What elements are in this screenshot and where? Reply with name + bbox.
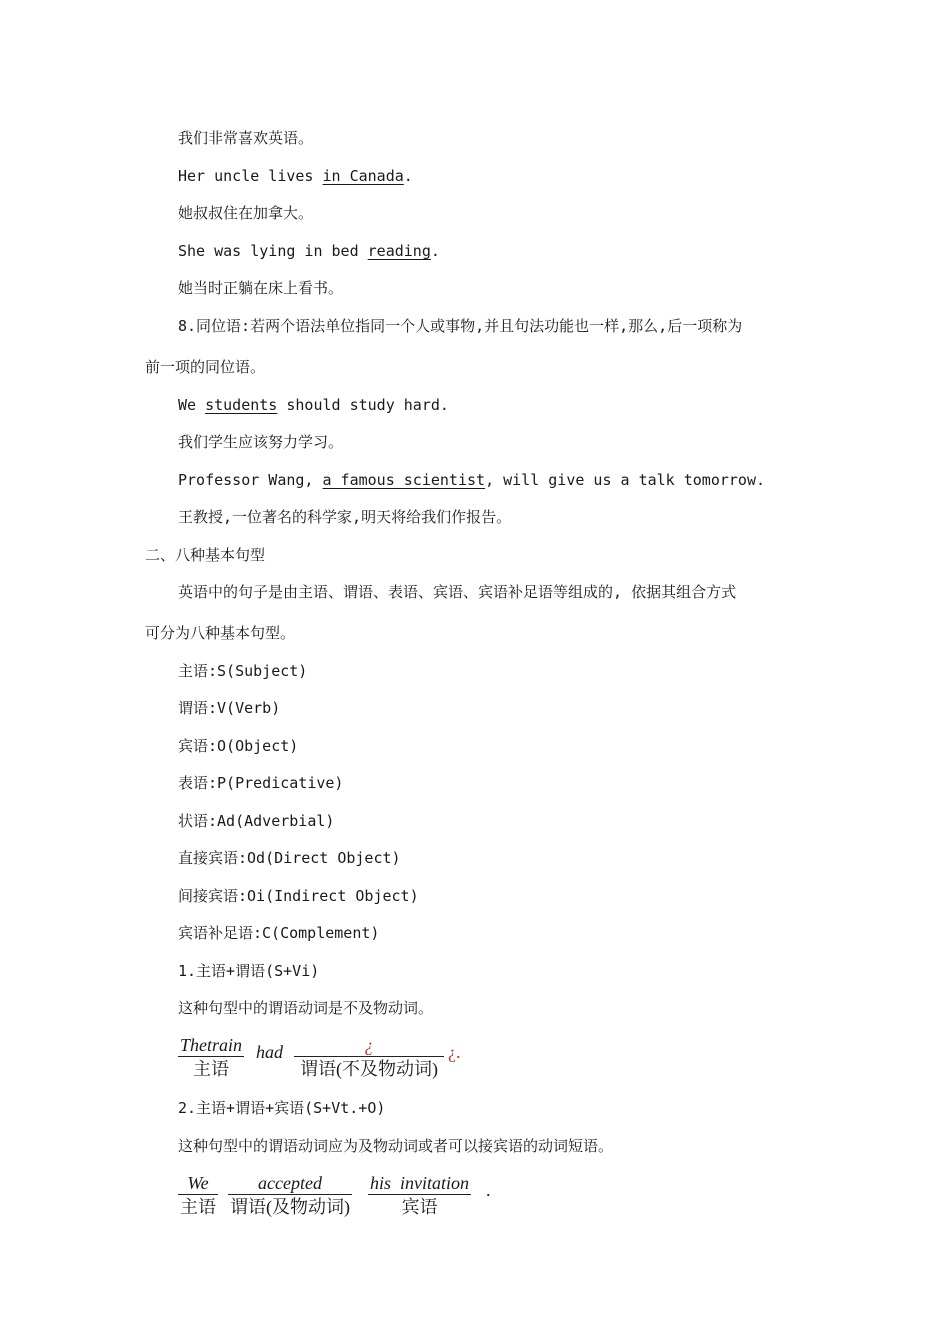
- ex1-tail: ¿.: [448, 1042, 461, 1062]
- pattern-2-desc: 这种句型中的谓语动词应为及物动词或者可以接宾语的动词短语。: [178, 1137, 614, 1155]
- ex1-verb-label: 谓语(不及物动词): [300, 1059, 438, 1079]
- term-direct-object: 直接宾语:Od(Direct Object): [178, 849, 401, 867]
- ex2-tail: .: [486, 1180, 491, 1200]
- term-indirect-object: 间接宾语:Oi(Indirect Object): [178, 887, 419, 905]
- ex2-subject-word: We: [178, 1172, 218, 1195]
- term-subject: 主语:S(Subject): [178, 662, 308, 680]
- line-5: 她当时正躺在床上看书。: [178, 279, 344, 297]
- line-7: 前一项的同位语。: [145, 358, 266, 376]
- line-9: 我们学生应该努力学习。: [178, 433, 344, 451]
- ex1-subject: [178, 1034, 244, 1081]
- text: should study hard.: [277, 396, 449, 414]
- ex1-verb-word: ¿: [294, 1034, 444, 1057]
- term-verb: 谓语:V(Verb): [178, 699, 281, 717]
- text: She was lying in bed: [178, 242, 368, 260]
- line-6: 8.同位语:若两个语法单位指同一个人或事物,并且句法功能也一样,那么,后一项称为: [178, 317, 743, 335]
- line-10: [178, 470, 765, 490]
- line-3: 她叔叔住在加拿大。: [178, 204, 314, 222]
- pattern-1-heading: 1.主语+谓语(S+Vi): [178, 962, 320, 980]
- line-1: 我们非常喜欢英语。: [178, 129, 314, 147]
- text: .: [403, 167, 413, 185]
- ex1-subject-label: 主语: [193, 1059, 229, 1079]
- pattern-2-heading: 2.主语+谓语+宾语(S+Vt.+O): [178, 1099, 386, 1117]
- ex1-had: had: [256, 1042, 283, 1062]
- text: , will give us a talk tomorrow.: [485, 471, 766, 489]
- ex2-object: [368, 1172, 471, 1219]
- ex1-verb: [294, 1034, 444, 1081]
- ex2-verb: [228, 1172, 352, 1219]
- line-11: 王教授,一位著名的科学家,明天将给我们作报告。: [178, 508, 512, 526]
- underlined-adverbial: reading: [367, 242, 431, 260]
- line-13: 英语中的句子是由主语、谓语、表语、宾语、宾语补足语等组成的, 依据其组合方式: [178, 583, 737, 601]
- term-object: 宾语:O(Object): [178, 737, 299, 755]
- ex2-verb-word: accepted: [228, 1172, 352, 1195]
- text: .: [430, 242, 440, 260]
- line-8: [178, 395, 449, 415]
- term-predicative: 表语:P(Predicative): [178, 774, 344, 792]
- term-adverbial: 状语:Ad(Adverbial): [178, 812, 335, 830]
- ex2-verb-label: 谓语(及物动词): [230, 1197, 350, 1217]
- line-4: [178, 241, 440, 261]
- text: We: [178, 396, 206, 414]
- underlined-adverbial: in Canada: [322, 167, 404, 185]
- ex2-subject-label: 主语: [180, 1197, 216, 1217]
- term-complement: 宾语补足语:C(Complement): [178, 924, 380, 942]
- line-14: 可分为八种基本句型。: [145, 624, 296, 642]
- section-heading: 二、八种基本句型: [145, 546, 266, 564]
- pattern-1-desc: 这种句型中的谓语动词是不及物动词。: [178, 999, 434, 1017]
- ex2-subject: [178, 1172, 218, 1219]
- underlined-appositive: students: [205, 396, 278, 414]
- underlined-appositive: a famous scientist: [322, 471, 486, 489]
- text: Her uncle lives: [178, 167, 323, 185]
- ex2-object-word: his invitation: [370, 1173, 469, 1193]
- text: Professor Wang,: [178, 471, 323, 489]
- ex1-subject-word: Thetrain: [180, 1035, 243, 1055]
- ex2-object-label: 宾语: [401, 1197, 438, 1217]
- line-2: [178, 166, 413, 186]
